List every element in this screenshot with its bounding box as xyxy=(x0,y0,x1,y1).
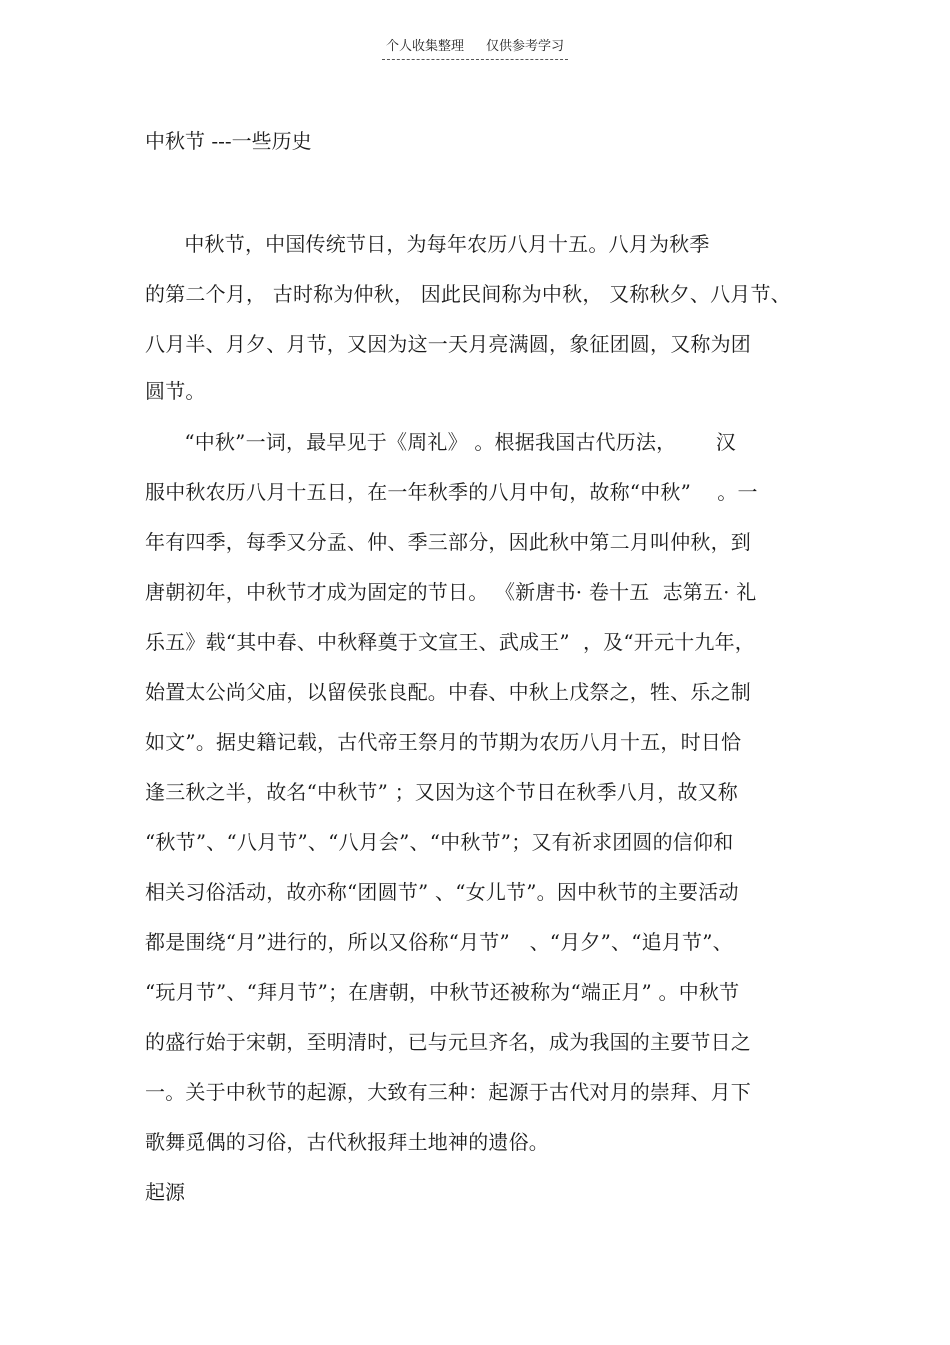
paragraph2-line: 始置太公尚父庙，以留侯张良配。中春、中秋上戊祭之，牲、乐之制 xyxy=(145,680,751,704)
paragraph1-line: 中秋节，中国传统节日，为每年农历八月十五。八月为秋季 xyxy=(145,232,710,256)
paragraph2-line: 歌舞觅偶的习俗，古代秋报拜土地神的遗俗。 xyxy=(145,1130,549,1154)
paragraph1-line: 的第二个月， 古时称为仲秋， 因此民间称为中秋， 又称秋夕、八月节、 xyxy=(145,282,791,306)
paragraph2-line: 一。关于中秋节的起源，大致有三种：起源于古代对月的崇拜、月下 xyxy=(145,1080,751,1104)
page-header xyxy=(0,38,950,60)
section-heading-origin: 起源 xyxy=(145,1180,185,1204)
paragraph1-line: 八月半、月夕、月节，又因为这一天月亮满圆，象征团圆，又称为团 xyxy=(145,332,751,356)
paragraph2-line: 都是围绕“月”进行的，所以又俗称“月节” 、“月夕”、“追月节”、 xyxy=(145,930,733,954)
paragraph2-line: 乐五》载“其中春、中秋释奠于文宣王、武成王” ，及“开元十九年， xyxy=(145,630,755,654)
paragraph2-line: “中秋”一词，最早见于《周礼》 。根据我国古代历法， 汉 xyxy=(145,430,736,454)
paragraph2-line: “玩月节”、“拜月节”；在唐朝，中秋节还被称为“端正月” 。中秋节 xyxy=(145,980,740,1004)
paragraph2-line: 服中秋农历八月十五日，在一年秋季的八月中旬，故称“中秋” 。一 xyxy=(145,480,758,504)
paragraph2-line: 逢三秋之半，故名“中秋节” ；又因为这个节日在秋季八月，故又称 xyxy=(145,780,739,804)
paragraph2-line: “秋节”、“八月节”、“八月会”、“中秋节”；又有祈求团圆的信仰和 xyxy=(145,830,734,854)
document-title: 中秋节 ---一些历史 xyxy=(145,129,312,153)
paragraph2-line: 相关习俗活动，故亦称“团圆节” 、“女儿节”。因中秋节的主要活动 xyxy=(145,880,739,904)
header-left-text: 个人收集整理 xyxy=(385,39,464,54)
paragraph1-line: 圆节。 xyxy=(145,379,206,403)
paragraph2-line: 年有四季，每季又分孟、仲、季三部分，因此秋中第二月叫仲秋，到 xyxy=(145,530,751,554)
header-underline xyxy=(382,38,568,60)
header-right-text: 仅供参考学习 xyxy=(486,39,565,54)
paragraph2-line: 的盛行始于宋朝，至明清时，已与元旦齐名，成为我国的主要节日之 xyxy=(145,1030,751,1054)
paragraph2-line: 唐朝初年，中秋节才成为固定的节日。 《新唐书· 卷十五 志第五· 礼 xyxy=(145,580,757,604)
paragraph2-line: 如文”。据史籍记载，古代帝王祭月的节期为农历八月十五，时日恰 xyxy=(145,730,742,754)
